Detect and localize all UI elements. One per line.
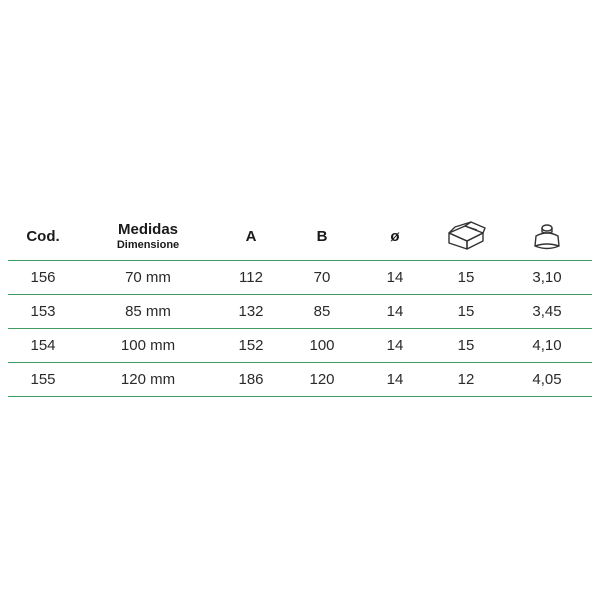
cell-weight: 3,10 [502, 261, 592, 295]
cell-weight: 4,05 [502, 363, 592, 397]
cell-box: 15 [430, 261, 502, 295]
cell-a: 152 [218, 329, 284, 363]
cell-a: 112 [218, 261, 284, 295]
weight-icon [530, 220, 564, 252]
cell-medidas: 100 mm [78, 329, 218, 363]
header-b: B [284, 212, 360, 261]
table-header-row [8, 212, 592, 261]
cell-medidas: 120 mm [78, 363, 218, 397]
cell-cod: 154 [8, 329, 78, 363]
cell-weight: 3,45 [502, 295, 592, 329]
header-medidas [78, 212, 218, 261]
spec-table [8, 212, 592, 397]
table-row [8, 295, 592, 329]
table-row [8, 363, 592, 397]
cell-box: 15 [430, 329, 502, 363]
table-row [8, 329, 592, 363]
cell-diameter: 14 [360, 329, 430, 363]
cell-cod: 155 [8, 363, 78, 397]
cell-box: 12 [430, 363, 502, 397]
cell-medidas: 70 mm [78, 261, 218, 295]
cell-b: 120 [284, 363, 360, 397]
table-row [8, 261, 592, 295]
header-a: A [218, 212, 284, 261]
cell-medidas: 85 mm [78, 295, 218, 329]
cell-cod: 153 [8, 295, 78, 329]
header-box [430, 212, 502, 261]
header-diameter: ø [360, 212, 430, 261]
cell-weight: 4,10 [502, 329, 592, 363]
cell-b: 85 [284, 295, 360, 329]
spec-table-container [8, 212, 592, 397]
cell-cod: 156 [8, 261, 78, 295]
cell-diameter: 14 [360, 363, 430, 397]
cell-b: 100 [284, 329, 360, 363]
cell-a: 186 [218, 363, 284, 397]
cell-a: 132 [218, 295, 284, 329]
header-weight [502, 212, 592, 261]
cell-diameter: 14 [360, 261, 430, 295]
cell-b: 70 [284, 261, 360, 295]
header-medidas-label: Medidas [117, 221, 178, 238]
box-icon [445, 221, 487, 251]
cell-diameter: 14 [360, 295, 430, 329]
header-cod: Cod. [8, 212, 78, 261]
cell-box: 15 [430, 295, 502, 329]
header-dimensione-label: Dimensione [116, 239, 180, 251]
